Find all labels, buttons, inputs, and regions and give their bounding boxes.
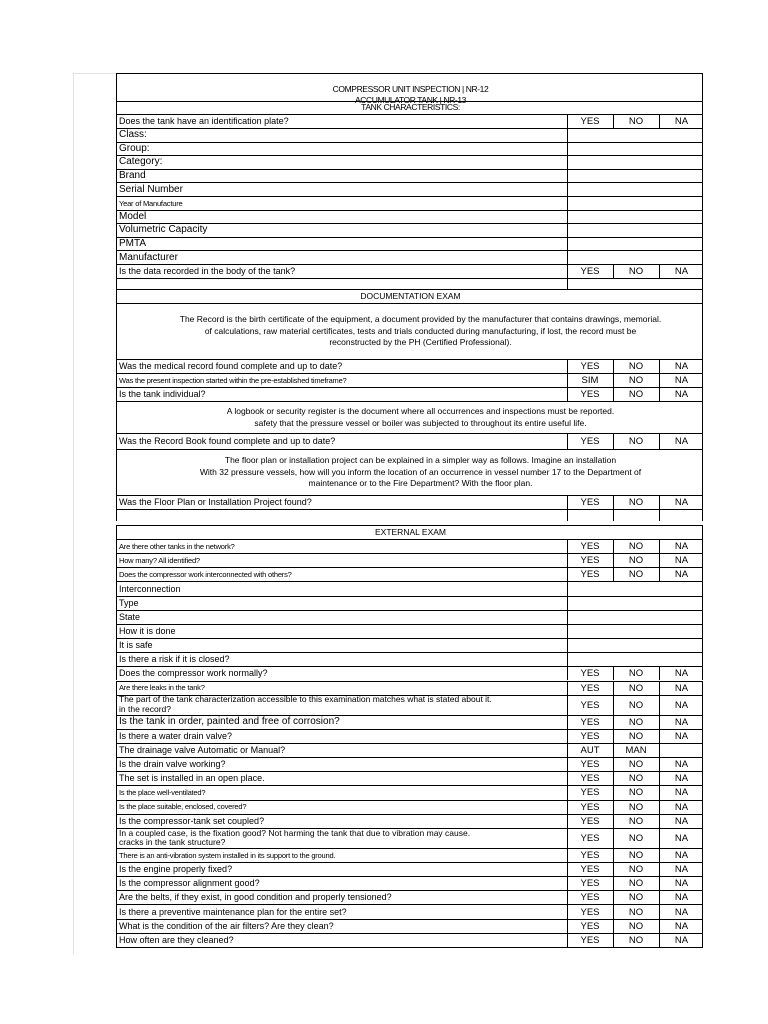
row-field bbox=[116, 182, 703, 196]
column-divider bbox=[567, 143, 568, 156]
question-label: How it is done bbox=[119, 625, 176, 636]
question-label: Are there other tanks in the network? bbox=[119, 541, 235, 551]
answer-option-na[interactable]: NA bbox=[674, 906, 689, 918]
answer-option-na[interactable]: NA bbox=[674, 920, 689, 932]
column-divider bbox=[659, 744, 660, 757]
row-external-22 bbox=[116, 848, 703, 862]
row-external-9 bbox=[116, 652, 703, 666]
question-label: Is the compressor alignment good? bbox=[119, 878, 260, 889]
paragraph-line: safety that the pressure vessel or boiler was subjected to throughout its entire useful life. bbox=[254, 417, 587, 428]
row-timeframe bbox=[116, 373, 703, 387]
answer-option-na[interactable]: NA bbox=[674, 864, 689, 876]
answer-option-no[interactable]: NO bbox=[628, 773, 644, 785]
section-title: EXTERNAL EXAM bbox=[374, 526, 446, 537]
logbook-paragraph bbox=[117, 402, 724, 433]
column-divider bbox=[567, 156, 568, 169]
question-line: The part of the tank characterization accessible to this examination matches what is stated about it. bbox=[119, 695, 492, 705]
question-label: What is the condition of the air filters? Are they clean? bbox=[119, 920, 334, 931]
row-field bbox=[116, 196, 703, 210]
answer-option-na[interactable]: NA bbox=[674, 934, 689, 946]
column-divider bbox=[567, 224, 568, 237]
question-label: State bbox=[119, 611, 141, 622]
answer-option-na[interactable]: NA bbox=[674, 497, 689, 508]
answer-option-no[interactable]: NO bbox=[628, 934, 644, 946]
answer-option-yes[interactable]: YES bbox=[580, 497, 600, 508]
question-label: Interconnection bbox=[119, 583, 181, 594]
column-divider bbox=[567, 510, 568, 521]
answer-option-yes[interactable]: YES bbox=[580, 787, 600, 799]
row-external-17 bbox=[116, 771, 703, 785]
row-external-18 bbox=[116, 785, 703, 799]
answer-option-na[interactable]: NA bbox=[674, 699, 689, 711]
answer-option-na[interactable]: NA bbox=[674, 716, 689, 728]
answer-option-na[interactable]: NA bbox=[674, 541, 689, 553]
question-label bbox=[117, 696, 567, 715]
row-external-15 bbox=[116, 743, 703, 757]
answer-option-na[interactable]: NA bbox=[674, 849, 689, 861]
column-divider bbox=[567, 170, 568, 183]
paragraph-line: maintenance or to the Fire Department? With the floor plan. bbox=[308, 478, 533, 489]
section-tank-characteristics bbox=[116, 101, 703, 114]
row-external-27 bbox=[116, 919, 703, 933]
answer-option-yes[interactable]: YES bbox=[580, 266, 600, 277]
answer-option-yes[interactable]: YES bbox=[580, 555, 600, 567]
column-divider bbox=[567, 653, 568, 666]
question-line: In a coupled case, is the fixation good? Not harming the tank that due to vibration may cause. bbox=[119, 828, 471, 838]
answer-option-aut[interactable]: AUT bbox=[580, 745, 600, 756]
answer-option-na[interactable]: NA bbox=[674, 773, 689, 785]
section-title: DOCUMENTATION EXAM bbox=[360, 290, 461, 301]
answer-option-no[interactable]: NO bbox=[628, 389, 644, 400]
row-external-1 bbox=[116, 539, 703, 553]
question-label: Year of Manufacture bbox=[119, 198, 183, 208]
title-line-1: COMPRESSOR UNIT INSPECTION | NR-12 bbox=[332, 84, 489, 95]
answer-option-yes[interactable]: YES bbox=[580, 759, 600, 771]
question-label: Is there a water drain valve? bbox=[119, 730, 233, 741]
question-label: Category: bbox=[119, 156, 163, 168]
answer-option-no[interactable]: NO bbox=[628, 555, 644, 567]
row-field bbox=[116, 169, 703, 183]
question-label: Is the compressor-tank set coupled? bbox=[119, 815, 265, 826]
question-label: Is the place suitable, enclosed, covered? bbox=[119, 802, 247, 812]
question-label: Is there a preventive maintenance plan for the entire set? bbox=[119, 906, 347, 917]
row-external-25 bbox=[116, 890, 703, 904]
answer-option-no[interactable]: NO bbox=[628, 541, 644, 553]
answer-option-yes[interactable]: YES bbox=[580, 832, 600, 844]
answer-option-yes[interactable]: YES bbox=[580, 389, 600, 400]
paragraph-line: With 32 pressure vessels, how will you inform the location of an occurrence in vessel number 17 to the Department of bbox=[199, 466, 642, 477]
question-label: Class: bbox=[119, 129, 147, 141]
answer-option-na[interactable]: NA bbox=[674, 389, 689, 400]
answer-option-no[interactable]: NO bbox=[628, 801, 644, 813]
title-line-2: ACCUMULATOR TANK | NR-13 bbox=[355, 95, 466, 105]
paragraph-line: The floor plan or installation project can be explained in a simpler way as follows. Imagine an installation bbox=[224, 455, 617, 466]
row-external-10 bbox=[116, 666, 703, 680]
question-label: Was the present inspection started within the pre-established timeframe? bbox=[119, 375, 347, 385]
answer-option-na[interactable]: NA bbox=[674, 668, 689, 680]
answer-option-no[interactable]: NO bbox=[628, 668, 644, 680]
spreadsheet-gutter bbox=[73, 73, 117, 954]
section-external bbox=[116, 525, 703, 539]
row-external-14 bbox=[116, 729, 703, 743]
answer-option-man[interactable]: MAN bbox=[625, 745, 647, 756]
answer-option-yes[interactable]: YES bbox=[580, 716, 600, 728]
question-label: Are there leaks in the tank? bbox=[119, 683, 205, 693]
answer-option-na[interactable]: NA bbox=[674, 730, 689, 742]
answer-option-no[interactable]: NO bbox=[628, 716, 644, 728]
row-external-12 bbox=[116, 695, 703, 715]
row-external-16 bbox=[116, 757, 703, 771]
record-description bbox=[116, 303, 703, 359]
question-label: Is there a risk if it is closed? bbox=[119, 654, 230, 665]
answer-option-na[interactable]: NA bbox=[674, 116, 689, 127]
answer-option-no[interactable]: NO bbox=[628, 892, 644, 904]
question-label: The drainage valve Automatic or Manual? bbox=[119, 745, 286, 755]
row-field bbox=[116, 223, 703, 237]
answer-option-no[interactable]: NO bbox=[628, 436, 644, 447]
row-external-2 bbox=[116, 553, 703, 567]
answer-option-no[interactable]: NO bbox=[628, 497, 644, 508]
row-field bbox=[116, 128, 703, 142]
row-external-24 bbox=[116, 876, 703, 890]
answer-option-yes[interactable]: YES bbox=[580, 849, 600, 861]
paragraph-line: The Record is the birth certificate of the equipment, a document provided by the manufacturer that contains drawings, memorial. bbox=[179, 314, 662, 325]
row-external-26 bbox=[116, 904, 703, 918]
answer-option-na[interactable]: NA bbox=[674, 375, 689, 386]
question-label: The set is installed in an open place. bbox=[119, 773, 265, 784]
answer-option-yes[interactable]: YES bbox=[580, 920, 600, 932]
column-divider bbox=[567, 582, 568, 595]
answer-option-yes[interactable]: YES bbox=[580, 801, 600, 813]
column-divider bbox=[567, 251, 568, 264]
answer-option-no[interactable]: NO bbox=[628, 116, 644, 127]
paragraph-line: A logbook or security register is the document where all occurrences and inspections must be reported. bbox=[226, 406, 615, 417]
column-divider bbox=[659, 510, 660, 521]
answer-option-no[interactable]: NO bbox=[628, 266, 644, 277]
question-label: Does the compressor work interconnected with others? bbox=[119, 570, 292, 580]
question-label: Is the place well-ventilated? bbox=[119, 788, 206, 798]
question-label: Is the drain valve working? bbox=[119, 759, 226, 770]
row-external-23 bbox=[116, 862, 703, 876]
record-paragraph bbox=[117, 304, 724, 359]
row-external-13 bbox=[116, 715, 703, 729]
answer-option-no[interactable]: NO bbox=[628, 787, 644, 799]
answer-option-yes[interactable]: YES bbox=[580, 906, 600, 918]
answer-option-no[interactable]: NO bbox=[628, 906, 644, 918]
answer-option-no[interactable]: NO bbox=[628, 375, 644, 386]
answer-option-no[interactable]: NO bbox=[628, 759, 644, 771]
answer-option-no[interactable]: NO bbox=[628, 815, 644, 827]
answer-option-no[interactable]: NO bbox=[628, 849, 644, 861]
row-external-4 bbox=[116, 581, 703, 595]
row-external-19 bbox=[116, 800, 703, 814]
question-label: There is an anti-vibration system installed in its support to the ground. bbox=[119, 850, 336, 860]
answer-option-yes[interactable]: YES bbox=[580, 699, 600, 711]
answer-option-yes[interactable]: YES bbox=[580, 361, 600, 372]
question-label: How many? All identified? bbox=[119, 555, 200, 565]
row-record-book bbox=[116, 433, 703, 449]
answer-option-yes[interactable]: YES bbox=[580, 878, 600, 890]
answer-option-no[interactable]: NO bbox=[628, 920, 644, 932]
row-external-3 bbox=[116, 567, 703, 581]
answer-option-na[interactable]: NA bbox=[674, 815, 689, 827]
answer-option-yes[interactable]: YES bbox=[580, 682, 600, 694]
column-divider bbox=[567, 129, 568, 142]
question-label: It is safe bbox=[119, 640, 153, 651]
answer-option-yes[interactable]: YES bbox=[580, 436, 600, 447]
answer-option-no[interactable]: NO bbox=[628, 832, 644, 844]
answer-option-yes[interactable]: YES bbox=[580, 934, 600, 946]
row-external-6 bbox=[116, 610, 703, 624]
column-divider bbox=[613, 510, 614, 521]
floor-plan-description bbox=[116, 449, 703, 495]
question-label: Is the tank in order, painted and free of corrosion? bbox=[119, 716, 340, 728]
row-external-5 bbox=[116, 596, 703, 610]
question-label: Is the engine properly fixed? bbox=[119, 864, 233, 875]
answer-option-yes[interactable]: YES bbox=[580, 773, 600, 785]
question-label bbox=[117, 510, 567, 521]
column-divider bbox=[567, 639, 568, 652]
question-label: Model bbox=[119, 210, 147, 222]
row-external-7 bbox=[116, 624, 703, 638]
question-label: Is the tank individual? bbox=[119, 389, 206, 399]
logbook-description bbox=[116, 401, 703, 433]
row-external-8 bbox=[116, 638, 703, 652]
question-label: Manufacturer bbox=[119, 251, 178, 263]
answer-option-yes[interactable]: YES bbox=[580, 815, 600, 827]
floor-plan-paragraph bbox=[117, 450, 724, 495]
column-divider bbox=[567, 238, 568, 251]
column-divider bbox=[567, 183, 568, 196]
table-bottom-border bbox=[116, 947, 703, 948]
question-label: How often are they cleaned? bbox=[119, 934, 234, 945]
answer-option-no[interactable]: NO bbox=[628, 361, 644, 372]
answer-option-yes[interactable]: YES bbox=[580, 892, 600, 904]
row-field bbox=[116, 250, 703, 264]
answer-option-no[interactable]: NO bbox=[628, 699, 644, 711]
section-title: TANK CHARACTERISTICS: bbox=[361, 102, 460, 113]
column-divider bbox=[567, 597, 568, 610]
answer-option-sim[interactable]: SIM bbox=[581, 375, 599, 386]
answer-option-na[interactable]: NA bbox=[674, 361, 689, 372]
question-label: Are the belts, if they exist, in good condition and properly tensioned? bbox=[119, 892, 392, 903]
paragraph-line: of calculations, raw material certificates, tests and trials conducted during manufacturing, if lost, the record must be bbox=[204, 325, 637, 336]
answer-option-na[interactable]: NA bbox=[674, 555, 689, 567]
answer-option-na[interactable]: NA bbox=[674, 878, 689, 890]
question-label: Serial Number bbox=[119, 183, 183, 195]
row-external-21 bbox=[116, 828, 703, 848]
row-field bbox=[116, 142, 703, 156]
row-data-recorded bbox=[116, 264, 703, 278]
question-label: Does the tank have an identification plate? bbox=[119, 116, 289, 126]
answer-option-yes[interactable]: YES bbox=[580, 569, 600, 581]
question-line: in the record? bbox=[119, 704, 171, 715]
answer-option-yes[interactable]: YES bbox=[580, 668, 600, 680]
answer-option-na[interactable]: NA bbox=[674, 892, 689, 904]
answer-option-na[interactable]: NA bbox=[674, 682, 689, 694]
row-tank-individual bbox=[116, 387, 703, 401]
row-external-20 bbox=[116, 814, 703, 828]
answer-option-na[interactable]: NA bbox=[674, 787, 689, 799]
question-label: Was the Record Book found complete and up to date? bbox=[119, 436, 336, 446]
paragraph-line: reconstructed by the PH (Certified Professional). bbox=[329, 337, 512, 348]
answer-option-no[interactable]: NO bbox=[628, 730, 644, 742]
row-field bbox=[116, 155, 703, 169]
column-divider bbox=[567, 625, 568, 638]
row-external-11 bbox=[116, 681, 703, 695]
answer-option-no[interactable]: NO bbox=[628, 864, 644, 876]
row-identification-plate bbox=[116, 114, 703, 128]
row-floor-plan bbox=[116, 495, 703, 509]
column-divider bbox=[567, 611, 568, 624]
question-label: Volumetric Capacity bbox=[119, 224, 208, 236]
row-external-28 bbox=[116, 933, 703, 947]
answer-option-na[interactable]: NA bbox=[674, 266, 689, 277]
question-line: cracks in the tank structure? bbox=[119, 837, 226, 848]
question-label: PMTA bbox=[119, 238, 147, 250]
question-label: Is the data recorded in the body of the tank? bbox=[119, 266, 296, 276]
answer-option-na[interactable]: NA bbox=[674, 759, 689, 771]
row-field bbox=[116, 210, 703, 224]
row-medical-record bbox=[116, 359, 703, 373]
question-label: Type bbox=[119, 597, 139, 608]
row-spacer bbox=[116, 509, 703, 521]
answer-option-na[interactable]: NA bbox=[674, 436, 689, 447]
answer-option-no[interactable]: NO bbox=[628, 569, 644, 581]
answer-option-yes[interactable]: YES bbox=[580, 730, 600, 742]
answer-option-no[interactable]: NO bbox=[628, 682, 644, 694]
question-label: Group: bbox=[119, 142, 150, 154]
answer-option-yes[interactable]: YES bbox=[580, 864, 600, 876]
answer-option-na[interactable]: NA bbox=[674, 569, 689, 581]
question-label: Was the medical record found complete and up to date? bbox=[119, 361, 343, 371]
section-documentation bbox=[116, 289, 703, 303]
column-divider bbox=[567, 211, 568, 224]
row-field bbox=[116, 237, 703, 251]
question-label bbox=[117, 829, 567, 848]
answer-option-na[interactable]: NA bbox=[674, 801, 689, 813]
answer-option-yes[interactable]: YES bbox=[580, 541, 600, 553]
question-label: Was the Floor Plan or Installation Project found? bbox=[119, 497, 312, 507]
answer-option-yes[interactable]: YES bbox=[580, 116, 600, 127]
answer-option-no[interactable]: NO bbox=[628, 878, 644, 890]
answer-option-na[interactable]: NA bbox=[674, 832, 689, 844]
column-divider bbox=[567, 197, 568, 210]
question-label: Does the compressor work normally? bbox=[119, 668, 268, 679]
question-label: Brand bbox=[119, 170, 146, 182]
